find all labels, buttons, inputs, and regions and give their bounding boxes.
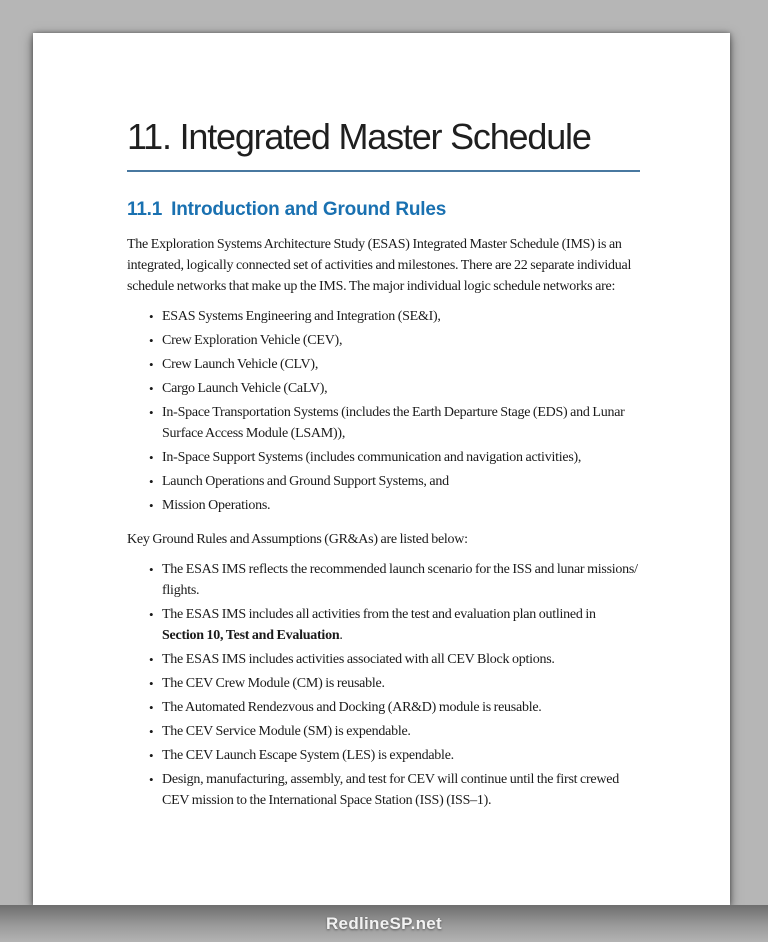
- text-segment: .: [339, 627, 343, 643]
- list-item: • ESAS Systems Engineering and Integration (SE&I),: [149, 306, 640, 327]
- section-number: 11.1: [127, 198, 163, 220]
- text-segment: The CEV Service Module (SM) is expendable.: [162, 723, 411, 739]
- text-segment: The Automated Rendezvous and Docking (AR&D) module is reusable.: [162, 699, 542, 715]
- text-segment: The ESAS IMS reflects the recommended launch scenario for the ISS and lunar missions/ flights.: [162, 561, 638, 598]
- list-item: [149, 649, 640, 670]
- bold-text-segment: Section 10, Test and Evaluation: [162, 627, 340, 643]
- page-title: 11. Integrated Master Schedule: [127, 116, 591, 157]
- text-segment: The ESAS IMS includes activities associated with all CEV Block options.: [162, 651, 555, 667]
- list-item: • In-Space Transportation Systems (includes the Earth Departure Stage (EDS) and Lunar Surface Access Module (LSAM)),: [149, 402, 640, 444]
- section-heading-text: Introduction and Ground Rules: [171, 198, 447, 220]
- watermark-band: [0, 905, 768, 942]
- list-item: • Cargo Launch Vehicle (CaLV),: [149, 378, 640, 399]
- list-item: [149, 745, 640, 766]
- watermark-text: RedlineSP.net: [325, 913, 442, 933]
- ground-rules-list: [127, 559, 640, 811]
- document-page: [33, 33, 730, 905]
- list-item: [149, 673, 640, 694]
- list-item: [149, 697, 640, 718]
- intro-paragraph: The Exploration Systems Architecture Study (ESAS) Integrated Master Schedule (IMS) is an integrated, logically connected set of activities and milestones. There are 22 separate individual schedule networks that make up the IMS. The major individual logic schedule networks are:: [127, 236, 632, 294]
- list-item: • Crew Exploration Vehicle (CEV),: [149, 330, 640, 351]
- list-item: • Launch Operations and Ground Support Systems, and: [149, 471, 640, 492]
- list-item: [149, 559, 640, 601]
- list-item: • Crew Launch Vehicle (CLV),: [149, 354, 640, 375]
- ground-rules-intro: Key Ground Rules and Assumptions (GR&As) are listed below:: [127, 531, 468, 547]
- list-item: • Mission Operations.: [149, 495, 640, 516]
- schedule-network-list: [127, 306, 640, 516]
- list-item: [149, 721, 640, 742]
- title-divider: [127, 170, 640, 172]
- section-heading: [127, 199, 640, 221]
- list-item: • In-Space Support Systems (includes communication and navigation activities),: [149, 447, 640, 468]
- list-item: [149, 769, 640, 811]
- text-segment: The CEV Launch Escape System (LES) is expendable.: [162, 747, 454, 763]
- text-segment: The ESAS IMS includes all activities from the test and evaluation plan outlined in: [162, 606, 596, 622]
- text-segment: Design, manufacturing, assembly, and test for CEV will continue until the first crewed CEV mission to the International Space Station (ISS) (ISS–1).: [162, 771, 619, 808]
- text-segment: The CEV Crew Module (CM) is reusable.: [162, 675, 385, 691]
- list-item: [149, 604, 640, 646]
